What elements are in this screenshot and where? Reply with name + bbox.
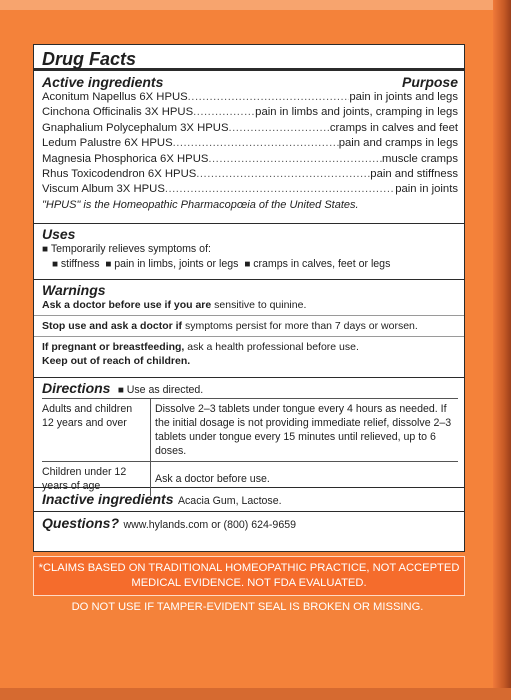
warning-pregnant (42, 340, 458, 354)
uses-item: pain in limbs, joints or legs (114, 258, 239, 270)
warning-stop-text: symptoms persist for more than 7 days or worsen. (182, 320, 418, 332)
bullet-icon: ■ (117, 385, 127, 396)
drug-facts-title: Drug Facts (34, 45, 464, 71)
box-bottom-edge (0, 688, 511, 700)
tamper-seal-warning: DO NOT USE IF TAMPER-EVIDENT SEAL IS BROKEN OR MISSING. (71, 601, 424, 613)
directions-table (42, 398, 458, 496)
warning-quinine-text: sensitive to quinine. (211, 299, 307, 311)
ingredient-purpose: pain in joints (395, 183, 458, 196)
leader-dots (173, 136, 339, 151)
inactive-ingredients-section (34, 488, 464, 512)
warning-keep-out (42, 354, 458, 368)
bullet-icon: ■ (52, 259, 61, 270)
uses-item: cramps in calves, feet or legs (253, 258, 391, 270)
ingredient-purpose: cramps in calves and feet (329, 121, 458, 134)
ingredient-row (42, 90, 458, 105)
ingredient-purpose: pain in joints and legs (349, 91, 458, 103)
ingredient-name: Viscum Album 3X HPUS (42, 183, 165, 196)
warning-pregnant-bold: If pregnant or breastfeeding, (42, 341, 185, 353)
ingredient-row (42, 121, 458, 136)
directions-intro: Use as directed. (126, 384, 204, 396)
ingredient-row (42, 105, 458, 120)
inactive-ingredients-heading: Inactive ingredients (42, 491, 174, 507)
directions-header (42, 380, 458, 398)
directions-intro-line (115, 384, 203, 396)
drug-facts-panel (33, 44, 465, 552)
active-ingredients-header (42, 74, 458, 90)
ingredient-name: Aconitum Napellus 6X HPUS (42, 91, 188, 103)
leader-dots (188, 90, 350, 105)
claims-disclaimer: *CLAIMS BASED ON TRADITIONAL HOMEOPATHIC PRACTICE, NOT ACCEPTED MEDICAL EVIDENCE. NOT FDA EVALUATED. (33, 556, 465, 596)
directions-dosage: Dissolve 2–3 tablets under tongue every 4 hours as needed. If the initial dosage is not providing immediate relief, dissolve 2–3 tablets under tongue every 15 minutes until relieved, up to 6 doses. (151, 399, 459, 462)
leader-dots (229, 121, 330, 136)
directions-heading: Directions (42, 380, 111, 396)
warning-stop-use (42, 319, 458, 333)
hpus-note: "HPUS" is the Homeopathic Pharmacopœia of the United States. (42, 198, 359, 211)
questions-contact[interactable]: www.hylands.com or (800) 624-9659 (123, 519, 296, 531)
ingredient-purpose: pain and cramps in legs (338, 137, 458, 150)
questions-section (34, 512, 464, 534)
ingredient-name: Cinchona Officinalis 3X HPUS (42, 106, 194, 119)
directions-age-group: Children under 12 years of age (42, 462, 151, 497)
ingredient-name: Rhus Toxicodendron 6X HPUS (42, 168, 197, 181)
ingredient-row (42, 152, 458, 167)
leader-dots (208, 152, 382, 167)
warning-pregnant-text: ask a health professional before use. (184, 341, 359, 353)
directions-section (34, 378, 464, 492)
uses-items-line (42, 257, 458, 272)
ingredient-name: Magnesia Phosphorica 6X HPUS (42, 152, 209, 165)
uses-intro-line (42, 242, 458, 257)
questions-heading: Questions? (42, 515, 120, 531)
divider (34, 336, 464, 337)
warnings-section (34, 280, 464, 378)
uses-item: stiffness (60, 258, 100, 270)
ingredient-name: Ledum Palustre 6X HPUS (42, 137, 173, 150)
directions-age-group: Adults and children 12 years and over (42, 399, 151, 462)
leader-dots (165, 182, 395, 197)
ingredient-row (42, 136, 458, 151)
ingredient-purpose: pain and stiffness (370, 168, 458, 181)
divider (34, 315, 464, 316)
uses-section (34, 224, 464, 280)
uses-intro: Temporarily relieves symptoms of: (50, 243, 211, 255)
inactive-ingredients-text: Acacia Gum, Lactose. (177, 495, 282, 507)
ingredient-purpose: muscle cramps (382, 152, 458, 165)
bullet-icon: ■ (105, 259, 115, 270)
bullet-icon: ■ (244, 259, 254, 270)
directions-dosage: Ask a doctor before use. (151, 462, 459, 497)
leader-dots (193, 105, 255, 120)
warnings-heading: Warnings (42, 282, 106, 298)
purpose-heading: Purpose (401, 74, 458, 90)
warning-quinine (42, 298, 458, 312)
ingredient-row (42, 167, 458, 182)
active-ingredients-heading: Active ingredients (42, 74, 164, 90)
warning-quinine-bold: Ask a doctor before use if you are (42, 299, 212, 311)
ingredient-purpose: pain in limbs and joints, cramping in legs (255, 106, 458, 119)
table-row (42, 399, 458, 462)
leader-dots (196, 167, 370, 182)
bullet-icon: ■ (42, 244, 51, 255)
uses-heading: Uses (42, 226, 76, 242)
box-top-edge (0, 0, 511, 10)
ingredient-name: Gnaphalium Polycephalum 3X HPUS (42, 121, 229, 134)
ingredient-row (42, 182, 458, 197)
warning-stop-bold: Stop use and ask a doctor if (42, 320, 183, 332)
box-side-edge (493, 0, 511, 700)
active-ingredients-section (34, 71, 464, 224)
warning-keep-out-bold: Keep out of reach of children. (42, 355, 191, 367)
